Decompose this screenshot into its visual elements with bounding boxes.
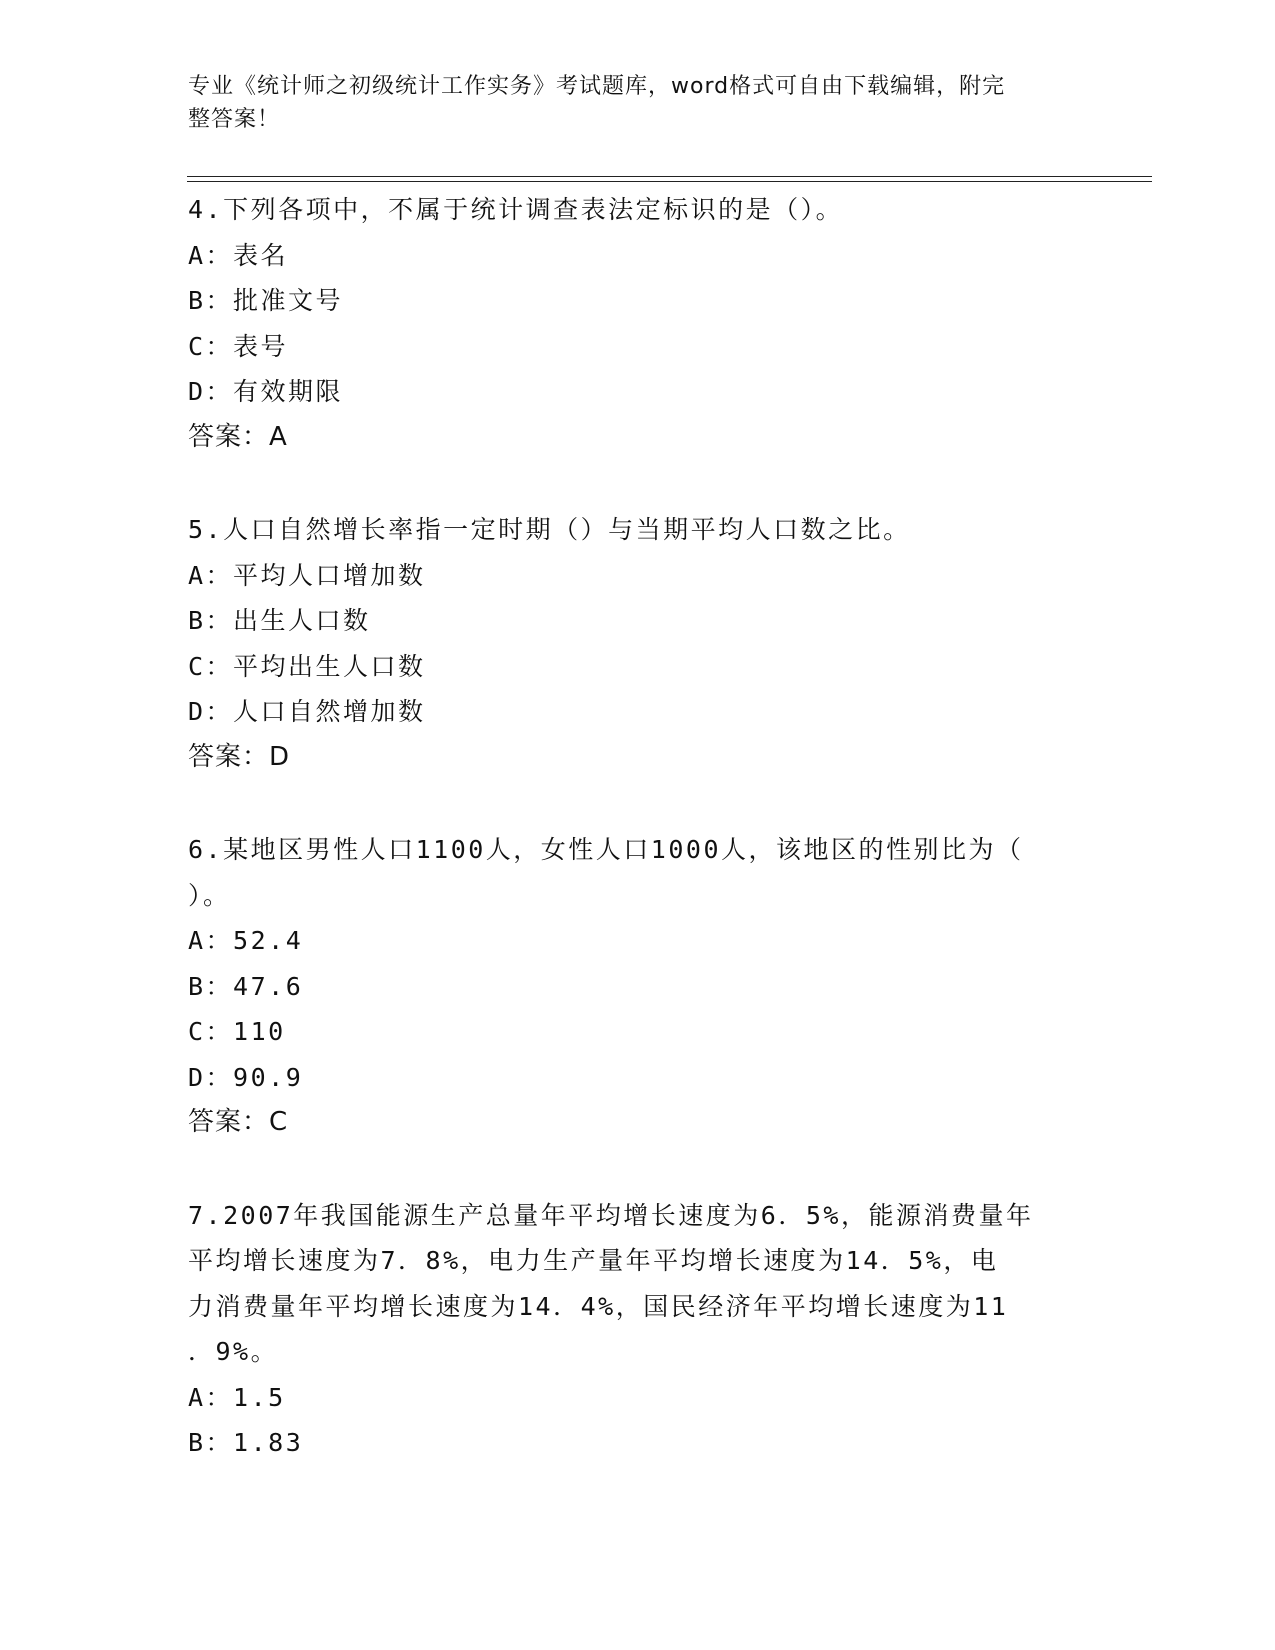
header-line-1: 专业《统计师之初级统计工作实务》考试题库，word格式可自由下载编辑，附完 bbox=[188, 74, 1006, 99]
header-divider-bottom bbox=[187, 181, 1152, 182]
question-list bbox=[188, 187, 1068, 1513]
option-c: C：110 bbox=[188, 1017, 286, 1046]
question-stem: 7.2007年我国能源生产总量年平均增长速度为6．5%，能源消费量年 bbox=[188, 1200, 1034, 1230]
option-b: B：出生人口数 bbox=[188, 606, 371, 635]
question-stem: 6.某地区男性人口1100人，女性人口1000人，该地区的性别比为（ bbox=[188, 835, 1024, 864]
question-4 bbox=[188, 187, 1068, 460]
header-line-2: 整答案！ bbox=[188, 107, 281, 132]
option-b: B：47.6 bbox=[188, 971, 304, 1001]
option-d: D：有效期限 bbox=[188, 377, 344, 406]
answer-label: 答案：D bbox=[188, 741, 291, 772]
document-header bbox=[188, 70, 1068, 136]
question-stem-continued: ．9%。 bbox=[188, 1337, 279, 1366]
answer-label: 答案：A bbox=[188, 421, 288, 452]
question-stem-continued: ）。 bbox=[188, 880, 231, 910]
option-b: B：1.83 bbox=[188, 1428, 304, 1457]
option-a: A：1.5 bbox=[188, 1382, 286, 1412]
question-stem-continued: 力消费量年平均增长速度为14．4%，国民经济年平均增长速度为11 bbox=[188, 1291, 1009, 1321]
question-stem: 5.人口自然增长率指一定时期（）与当期平均人口数之比。 bbox=[188, 515, 911, 544]
question-stem-continued: 平均增长速度为7．8%，电力生产量年平均增长速度为14．5%，电 bbox=[188, 1246, 999, 1275]
option-a: A：平均人口增加数 bbox=[188, 560, 426, 590]
option-c: C：平均出生人口数 bbox=[188, 651, 426, 681]
option-d: D：人口自然增加数 bbox=[188, 697, 426, 726]
option-d: D：90.9 bbox=[188, 1062, 304, 1092]
option-c: C：表号 bbox=[188, 331, 289, 361]
question-stem: 4.下列各项中，不属于统计调查表法定标识的是（）。 bbox=[188, 195, 844, 224]
question-5 bbox=[188, 507, 1068, 780]
option-a: A：52.4 bbox=[188, 926, 304, 955]
header-divider-top bbox=[187, 176, 1152, 177]
option-a: A：表名 bbox=[188, 240, 289, 270]
option-b: B：批准文号 bbox=[188, 286, 344, 315]
question-7 bbox=[188, 1193, 1068, 1466]
answer-label: 答案：C bbox=[188, 1107, 289, 1137]
question-6 bbox=[188, 827, 1068, 1146]
